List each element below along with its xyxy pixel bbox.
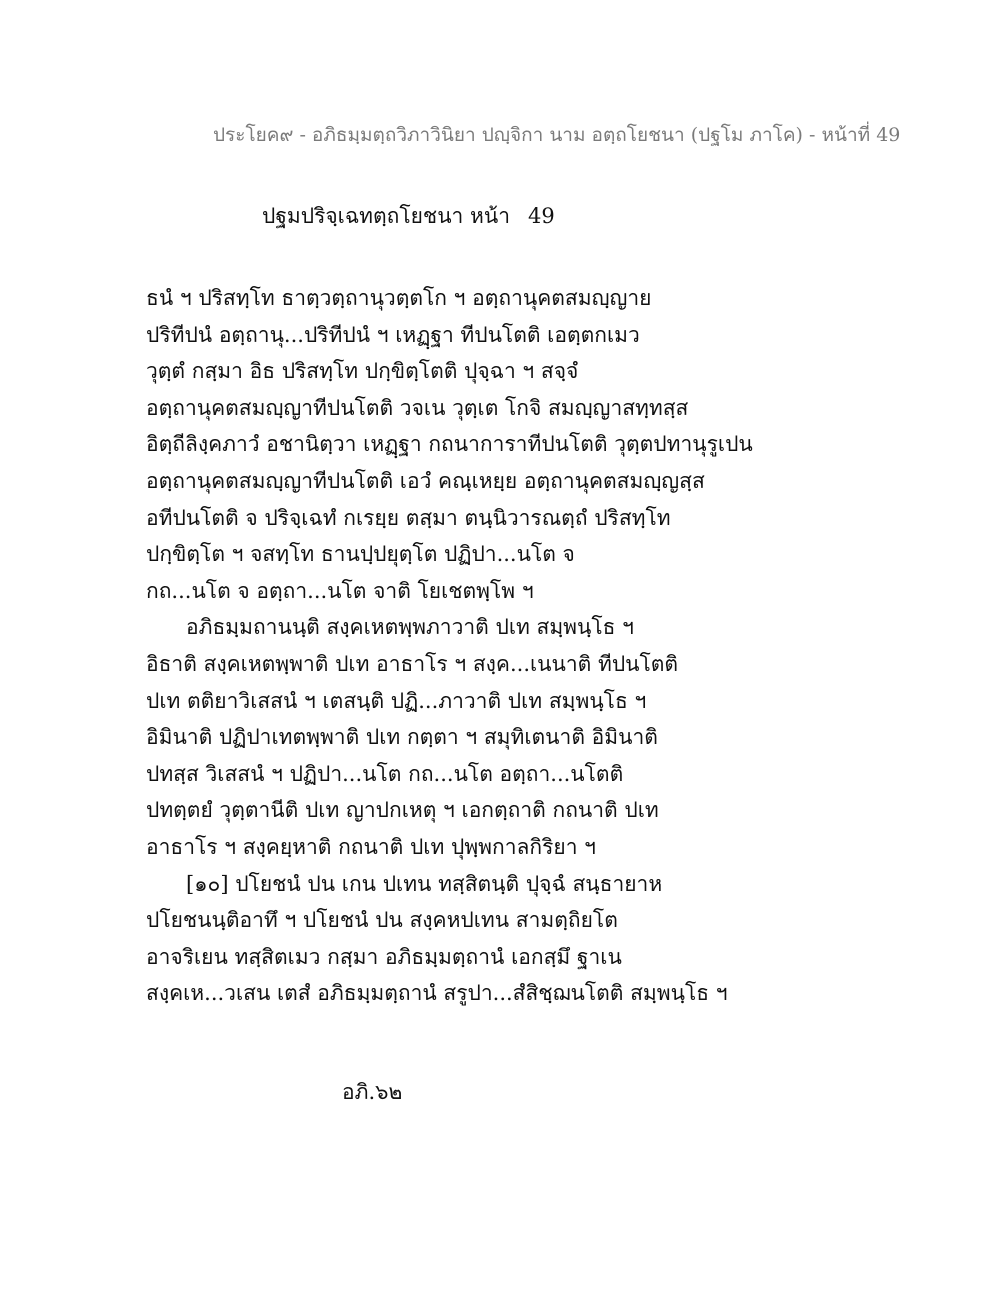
paragraph-start-line: [๑๐] ปโยชนํ ปน เกน ปเทน ทสฺสิตนฺติ ปุจฺฉํ สนฺธายาห [186, 871, 663, 896]
text-line: ปกฺขิตฺโต ฯ จสทฺโท ธานปฺปยุตฺโต ปฏิปา...นโต จ [146, 542, 575, 567]
text-line: ปโยชนนฺติอาทึ ฯ ปโยชนํ ปน สงฺคหปเทน สามตฺถิยโต [146, 908, 618, 933]
text-line: ธนํ ฯ ปริสทฺโท ธาตฺวตฺถานุวตฺตโก ฯ อตฺถานุคตสมญฺญาย [146, 286, 652, 310]
text-line: อาธาโร ฯ สงฺคยฺหาติ กถนาติ ปเท ปุพฺพกาลกิริยา ฯ [146, 834, 596, 859]
text-line: ปริทีปนํ อตฺถานุ...ปริทีปนํ ฯ เหฏฺฐา ทีปนโตติ เอตฺตกเมว [146, 322, 640, 347]
heading-page-number: 49 [528, 204, 555, 228]
text-line: ปเท ตติยาวิเสสนํ ฯ เตสนฺติ ปฏิ...ภาวาติ ปเท สมฺพนฺโธ ฯ [146, 688, 647, 713]
page-heading [262, 200, 555, 233]
paragraph-start-line: อภิธมฺมถานนฺติ สงฺคเหตพฺพภาวาติ ปเท สมฺพนฺโธ ฯ [186, 615, 634, 640]
text-line: ปทสฺส วิเสสนํ ฯ ปฏิปา...นโต กถ...นโต อตฺถา...นโตติ [146, 761, 624, 786]
heading-title: ปฐมปริจฺเฉทตฺถโยชนา หน้า [262, 204, 511, 228]
running-header: ประโยค๙ - อภิธมฺมตฺถวิภาวินิยา ปญฺจิกา นาม อตฺถโยชนา (ปฐโม ภาโค) - หน้าที่ 49 [213, 124, 901, 146]
text-line: อาจริเยน ทสฺสิตเมว กสฺมา อภิธมฺมตฺถานํ เอกสฺมึ ฐาเน [146, 944, 622, 969]
body-text [146, 280, 866, 1012]
text-line: อิตฺถีลิงฺคภาวํ อชานิตฺวา เหฏฺฐา กถนาการาทีปนโตติ วุตฺตปทานุรูเปน [146, 432, 753, 457]
footer-reference: อภิ.๖๒ [342, 1080, 403, 1104]
text-line: ปทตฺตยํ วุตฺตานีติ ปเท ญาปกเหตุ ฯ เอกตฺถาติ กถนาติ ปเท [146, 798, 659, 823]
text-line: อทีปนโตติ จ ปริจฺเฉทํ กเรยฺย ตสฺมา ตนฺนิวารณตฺถํ ปริสทฺโท [146, 505, 671, 530]
text-line: อิมินาติ ปฏิปาเทตพฺพาติ ปเท กตฺตา ฯ สมุทิเตนาติ อิมินาติ [146, 725, 658, 750]
text-line: อตฺถานุคตสมญฺญาทีปนโตติ วจเน วุตฺเต โกจิ สมญฺญาสทฺทสฺส [146, 395, 689, 420]
text-line: อตฺถานุคตสมญฺญาทีปนโตติ เอวํ คณฺเหยฺย อตฺถานุคตสมญฺญสฺส [146, 468, 705, 493]
text-line: อิธาติ สงฺคเหตพฺพาติ ปเท อาธาโร ฯ สงฺค...เนนาติ ทีปนโตติ [146, 651, 679, 676]
text-line: สงฺคเห...วเสน เตสํ อภิธมฺมตฺถานํ สรูปา...สํสิชฺฌนโตติ สมฺพนฺโธ ฯ [146, 981, 728, 1006]
text-line: วุตฺตํ กสฺมา อิธ ปริสทฺโท ปกฺขิตฺโตติ ปุจฺฉา ฯ สจฺจํ [146, 359, 579, 384]
text-line: กถ...นโต จ อตฺถา...นโต จาติ โยเชตพฺโพ ฯ [146, 578, 534, 603]
